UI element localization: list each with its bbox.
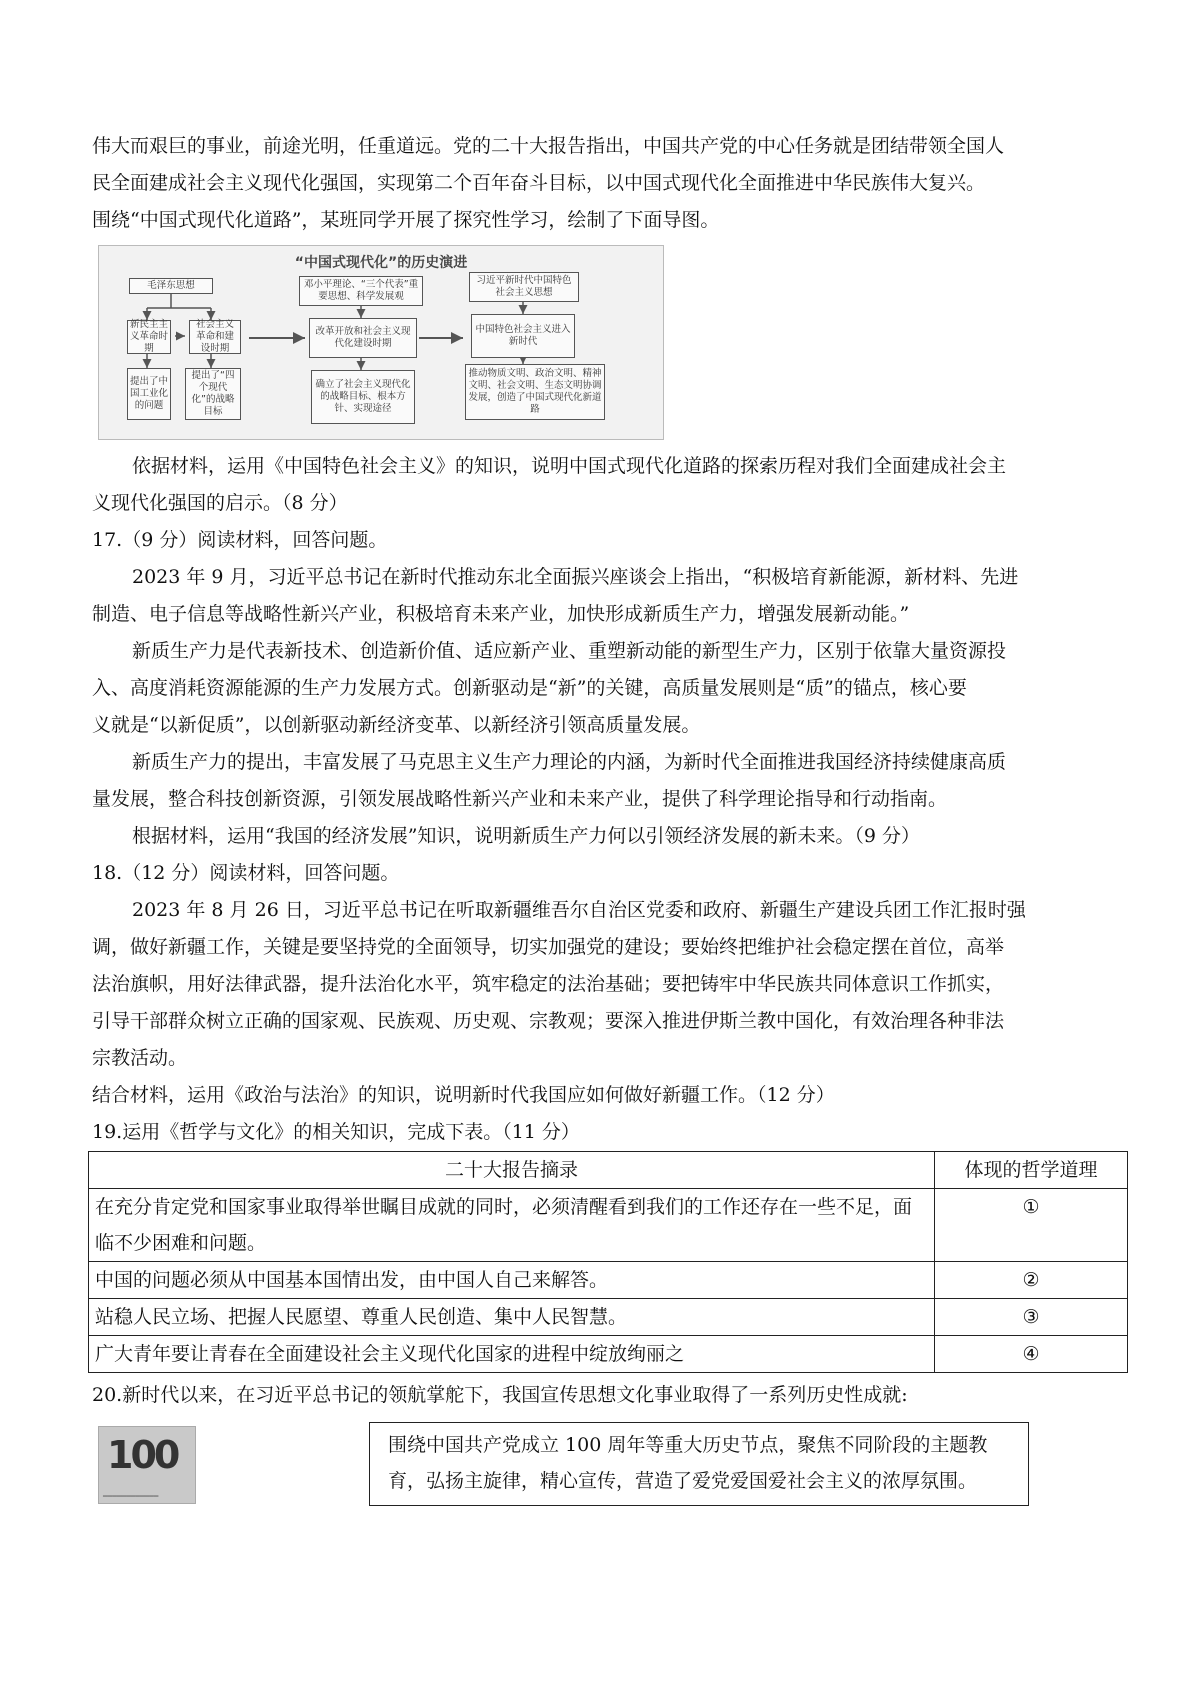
intro-line-2: 民全面建成社会主义现代化强国，实现第二个百年奋斗目标，以中国式现代化全面推进中华民族伟大复兴。: [92, 172, 986, 194]
box-achievement-4: 推动物质文明、政治文明、精神文明、社会文明、生态文明协调发展，创造了中国式现代化新道路: [465, 364, 605, 420]
q17-p3-line-2: 量发展，整合科技创新资源，引领发展战略性新兴产业和未来产业，提供了科学理论指导和行动指南。: [92, 788, 948, 810]
table-cell-excerpt: 站稳人民立场、把握人民愿望、尊重人民创造、集中人民智慧。: [89, 1299, 935, 1336]
q18-p1-line-2: 调，做好新疆工作，关键是要坚持党的全面领导，切实加强党的建设；要始终把维护社会稳定摆在首位，高举: [92, 936, 1005, 958]
box-period-2: 社会主义革命和建设时期: [189, 320, 241, 354]
box-period-3: 改革开放和社会主义现代化建设时期: [309, 318, 417, 358]
table-header-principle: 体现的哲学道理: [935, 1152, 1128, 1189]
q16-ask-line-2: 义现代化强国的启示。（8 分）: [92, 492, 348, 514]
q17-p2-line-3: 义就是“以新促质”，以创新驱动新经济变革、以新经济引领高质量发展。: [92, 714, 701, 736]
box-mao-thought: 毛泽东思想: [129, 278, 213, 294]
q20-heading: 20.新时代以来，在习近平总书记的领航掌舵下，我国宣传思想文化事业取得了一系列历史性成就:: [92, 1384, 908, 1406]
history-diagram: [98, 245, 664, 440]
table-header-excerpt: 二十大报告摘录: [89, 1152, 935, 1189]
q17-p2-line-1: 新质生产力是代表新技术、创造新价值、适应新产业、重塑新动能的新型生产力，区别于依靠大量资源投: [132, 640, 1007, 662]
q17-p1-line-1: 2023 年 9 月，习近平总书记在新时代推动东北全面振兴座谈会上指出，“积极培育新能源，新材料、先进: [132, 566, 1019, 588]
table-cell-excerpt: 中国的问题必须从中国基本国情出发，由中国人自己来解答。: [89, 1262, 935, 1299]
answer-blank-3: ③: [935, 1299, 1128, 1336]
q19-table: [88, 1151, 1128, 1373]
table-row: [89, 1262, 1128, 1299]
q17-p3-line-1: 新质生产力的提出，丰富发展了马克思主义生产力理论的内涵，为新时代全面推进我国经济持续健康高质: [132, 751, 1007, 773]
exam-page: [92, 128, 1122, 1532]
q18-ask: 结合材料，运用《政治与法治》的知识，说明新时代我国应如何做好新疆工作。（12 分）: [92, 1084, 835, 1106]
box-period-4: 中国特色社会主义进入新时代: [471, 314, 575, 358]
box-achievement-3: 确立了社会主义现代化的战略目标、根本方针、实现途径: [311, 370, 415, 424]
q18-p1-line-5: 宗教活动。: [92, 1047, 188, 1069]
q17-heading: 17.（9 分）阅读材料，回答问题。: [92, 529, 388, 551]
box-achievement-2: 提出了“四个现代化”的战略目标: [185, 368, 241, 420]
q16-ask-line-1: 依据材料，运用《中国特色社会主义》的知识，说明中国式现代化道路的探索历程对我们全面建成社会主: [132, 455, 1007, 477]
centenary-logo-number: 100: [107, 1433, 178, 1477]
q18-p1-line-1: 2023 年 8 月 26 日，习近平总书记在听取新疆维吾尔自治区党委和政府、新疆生产建设兵团工作汇报时强: [132, 899, 1026, 921]
table-row: [89, 1189, 1128, 1262]
answer-blank-4: ④: [935, 1336, 1128, 1373]
q17-p2-line-2: 入、高度消耗资源能源的生产力发展方式。创新驱动是“新”的关键，高质量发展则是“质”的锚点，核心要: [92, 677, 967, 699]
answer-blank-2: ②: [935, 1262, 1128, 1299]
q18-heading: 18.（12 分）阅读材料，回答问题。: [92, 862, 400, 884]
box-xi-thought: 习近平新时代中国特色社会主义思想: [469, 272, 579, 302]
q20-text-box: 围绕中国共产党成立 100 周年等重大历史节点，聚焦不同阶段的主题教育，弘扬主旋律，精心宣传，营造了爱党爱国爱社会主义的浓厚氛围。: [369, 1422, 1029, 1506]
diagram-title: “中国式现代化”的历史演进: [294, 255, 468, 271]
box-achievement-1: 提出了中国工业化的问题: [127, 368, 171, 420]
table-row: [89, 1299, 1128, 1336]
q17-ask: 根据材料，运用“我国的经济发展”知识，说明新质生产力何以引领经济发展的新未来。（9 分）: [132, 825, 921, 847]
centenary-logo-caption: ▁▁▁▁▁▁▁▁▁▁▁▁: [103, 1490, 159, 1497]
q19-heading: 19.运用《哲学与文化》的相关知识，完成下表。（11 分）: [92, 1121, 580, 1143]
box-deng-theory: 邓小平理论、“三个代表”重要思想、科学发展观: [299, 276, 423, 306]
centenary-logo-image: [98, 1426, 196, 1504]
q20-material: [92, 1422, 1122, 1532]
q18-p1-line-3: 法治旗帜，用好法律武器，提升法治化水平，筑牢稳定的法治基础；要把铸牢中华民族共同体意识工作抓实，: [92, 973, 1005, 995]
box-period-1: 新民主主义革命时期: [127, 320, 171, 354]
table-cell-excerpt: 在充分肯定党和国家事业取得举世瞩目成就的同时，必须清醒看到我们的工作还存在一些不足，面临不少困难和问题。: [89, 1189, 935, 1262]
intro-line-3: 围绕“中国式现代化道路”，某班同学开展了探究性学习，绘制了下面导图。: [92, 209, 720, 231]
table-header-row: [89, 1152, 1128, 1189]
table-cell-excerpt: 广大青年要让青春在全面建设社会主义现代化国家的进程中绽放绚丽之: [89, 1336, 935, 1373]
q17-p1-line-2: 制造、电子信息等战略性新兴产业，积极培育未来产业，加快形成新质生产力，增强发展新动能。”: [92, 603, 910, 625]
answer-blank-1: ①: [935, 1189, 1128, 1262]
q18-p1-line-4: 引导干部群众树立正确的国家观、民族观、历史观、宗教观；要深入推进伊斯兰教中国化，有效治理各种非法: [92, 1010, 1005, 1032]
table-row: [89, 1336, 1128, 1373]
intro-line-1: 伟大而艰巨的事业，前途光明，任重道远。党的二十大报告指出，中国共产党的中心任务就是团结带领全国人: [92, 135, 1005, 157]
